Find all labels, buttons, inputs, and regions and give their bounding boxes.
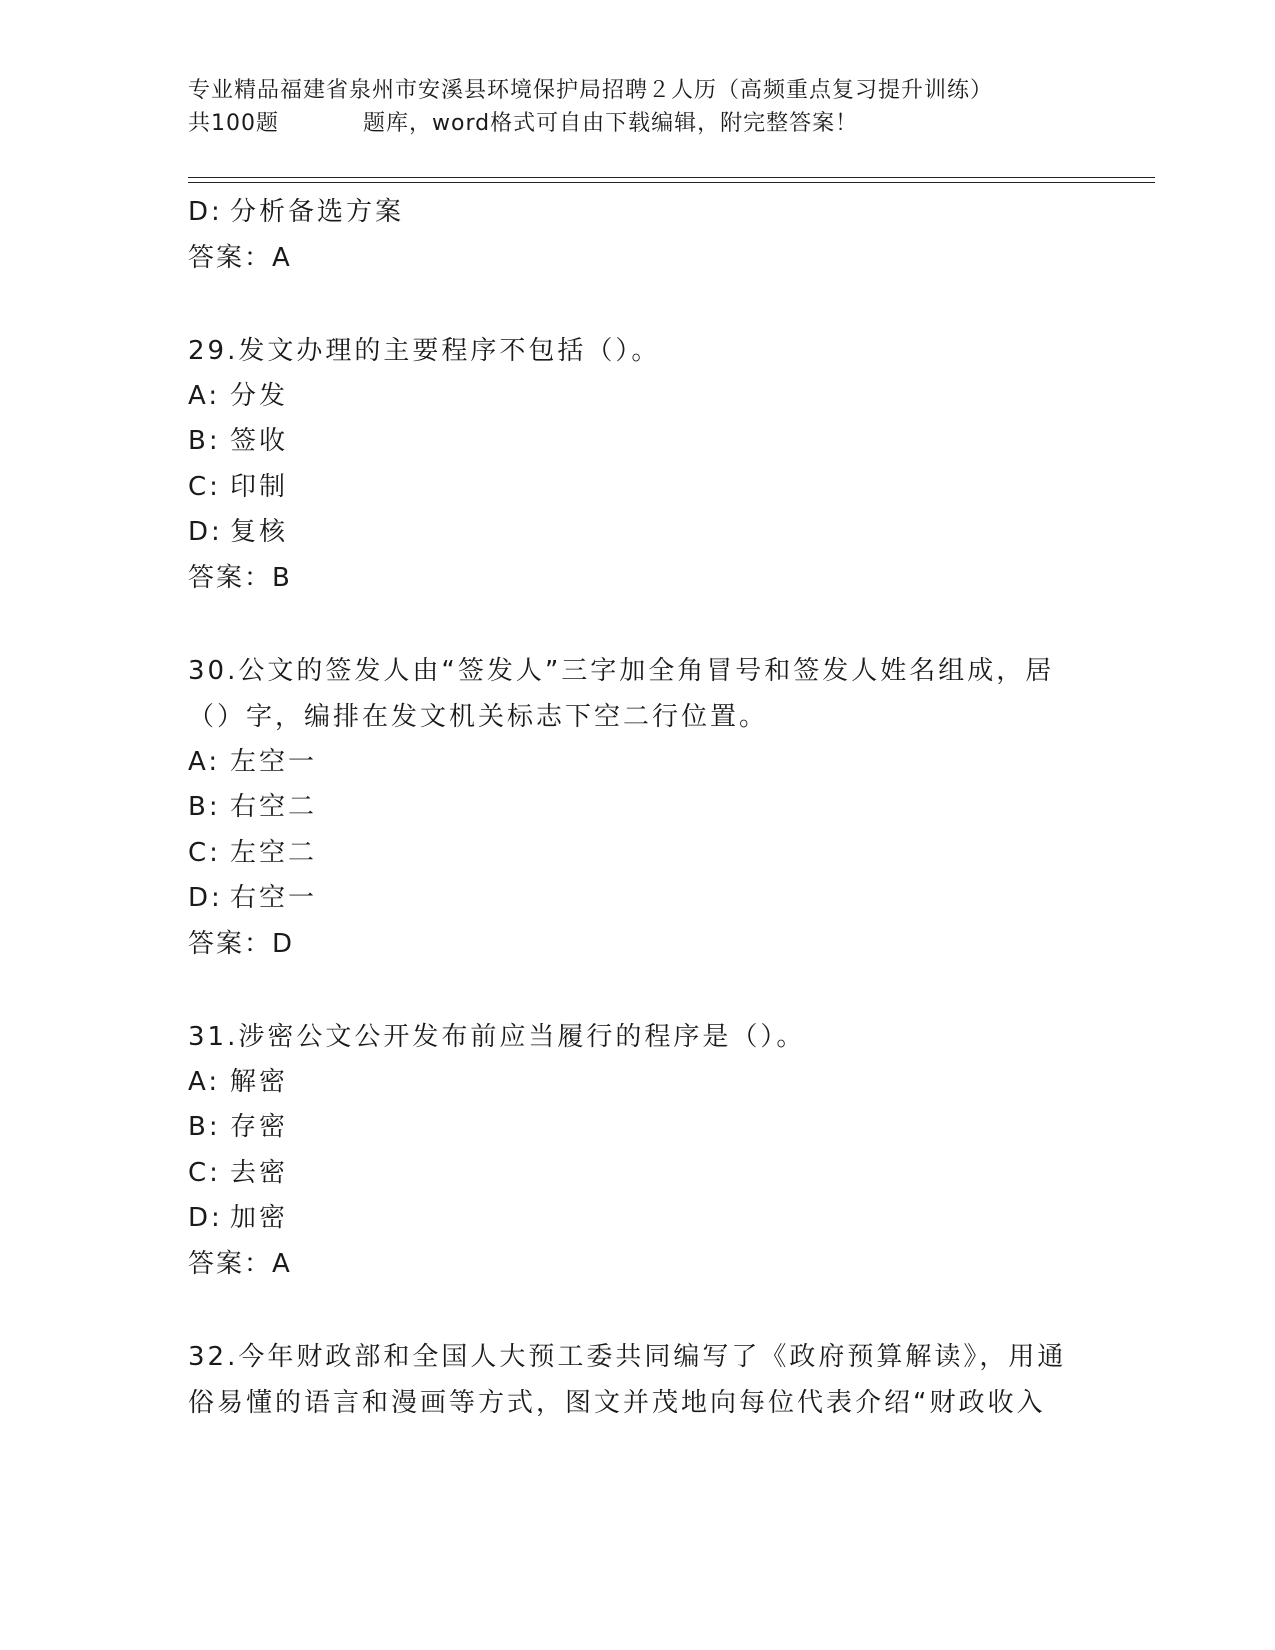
option-c — [188, 1151, 1088, 1197]
question-stem-continued: 俗易懂的语言和漫画等方式，图文并茂地向每位代表介绍“财政收入 — [188, 1387, 1046, 1418]
header-title: 专业精品福建省泉州市安溪县环境保护局招聘２人历（高频重点复习提升训练） — [188, 78, 994, 103]
option-a — [188, 374, 1088, 420]
question-stem: 32.今年财政部和全国人大预工委共同编写了《政府预算解读》，用通 — [188, 1341, 1067, 1372]
document-header — [188, 74, 1088, 140]
option-letter: B: — [188, 1112, 221, 1142]
option-letter: C: — [188, 837, 221, 868]
option-c — [188, 831, 1088, 877]
option-b — [188, 1105, 1088, 1151]
header-description: 题库，word格式可自由下载编辑，附完整答案！ — [363, 111, 859, 136]
option-text: 印制 — [230, 471, 289, 502]
option-d — [188, 190, 1088, 236]
question-block — [188, 1014, 1088, 1287]
question-list — [188, 190, 1088, 1426]
question-block — [188, 328, 1088, 601]
answer-line: 答案：B — [188, 562, 292, 593]
option-letter: D: — [188, 883, 223, 913]
question-stem: 30.公文的签发人由“签发人”三字加全角冒号和签发人姓名组成，居 — [188, 655, 1055, 686]
option-letter: C: — [188, 1157, 221, 1188]
option-letter: D: — [188, 1203, 223, 1233]
option-b — [188, 785, 1088, 831]
option-text: 左空二 — [230, 837, 318, 868]
option-a — [188, 740, 1088, 786]
option-letter: D: — [188, 517, 223, 547]
option-text: 签收 — [230, 426, 289, 456]
question-stem-continued: （）字，编排在发文机关标志下空二行位置。 — [188, 701, 769, 732]
option-c — [188, 465, 1088, 511]
option-b — [188, 419, 1088, 465]
option-text: 分发 — [230, 380, 289, 411]
header-subtitle — [188, 107, 1088, 140]
option-letter: C: — [188, 471, 221, 502]
option-text: 去密 — [230, 1157, 289, 1188]
option-text: 左空一 — [230, 746, 318, 777]
option-text: 分析备选方案 — [230, 197, 405, 227]
question-block — [188, 1334, 1088, 1426]
option-d — [188, 1196, 1088, 1242]
question-block — [188, 648, 1088, 967]
question-stem: 31.涉密公文公开发布前应当履行的程序是（）。 — [188, 1021, 806, 1052]
option-text: 复核 — [230, 517, 289, 547]
option-text: 存密 — [230, 1112, 289, 1142]
question-stem: 29.发文办理的主要程序不包括（）。 — [188, 335, 661, 366]
option-text: 解密 — [230, 1066, 289, 1097]
option-letter: A: — [188, 746, 221, 777]
answer-line: 答案：A — [188, 242, 292, 273]
option-d — [188, 876, 1088, 922]
option-letter: B: — [188, 792, 221, 822]
option-text: 右空一 — [230, 883, 318, 913]
answer-line: 答案：A — [188, 1248, 292, 1279]
option-text: 右空二 — [230, 792, 318, 822]
option-letter: D: — [188, 197, 223, 227]
option-letter: A: — [188, 1066, 221, 1097]
option-letter: A: — [188, 380, 221, 411]
option-letter: B: — [188, 426, 221, 456]
option-a — [188, 1060, 1088, 1106]
answer-line: 答案：D — [188, 928, 295, 959]
header-rule-top — [188, 177, 1155, 178]
question-count: 共100题 — [188, 111, 279, 136]
option-text: 加密 — [230, 1203, 289, 1233]
option-d — [188, 510, 1088, 556]
header-rule-bottom — [188, 182, 1155, 183]
